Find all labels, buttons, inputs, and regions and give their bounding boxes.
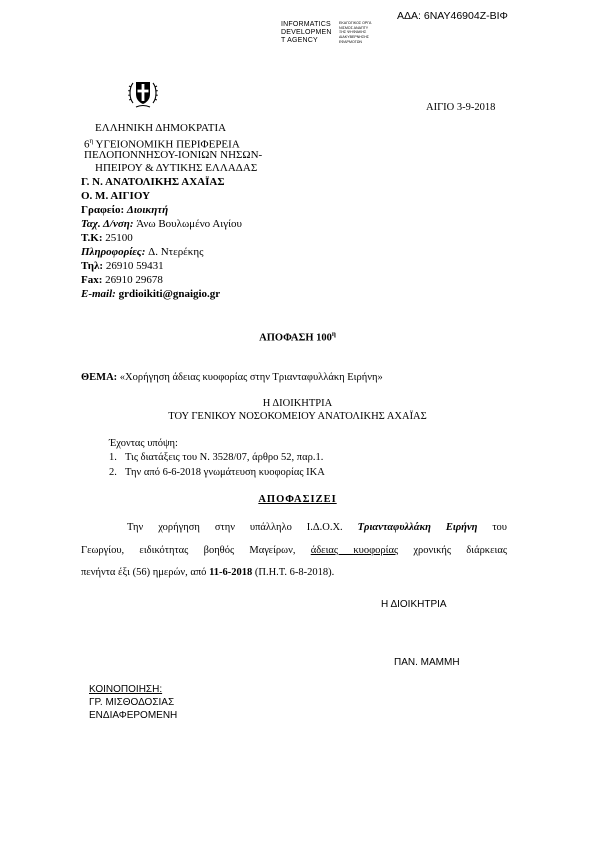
considering-item-number: 2. xyxy=(109,467,117,478)
agency-logo-line: INFORMATICS xyxy=(281,21,331,28)
considering-item-number: 1. xyxy=(109,452,117,463)
signature-name: ΠΑΝ. ΜΑΜΜΗ xyxy=(394,657,460,668)
considering-item xyxy=(109,467,325,478)
body-text: Γεωργίου, ειδικότητας βοηθός Μαγείρων, xyxy=(81,545,311,556)
info-line xyxy=(81,246,203,259)
decision-number xyxy=(0,330,595,344)
office-value: Διοικητή xyxy=(126,204,169,216)
fax-value: 26910 29678 xyxy=(105,274,163,286)
fax-label: Fax: xyxy=(81,274,106,286)
leave-type: άδειας κυοφορίας xyxy=(310,545,399,556)
body-text: του xyxy=(477,522,507,533)
unit-name: Ο. Μ. ΑΙΓΙΟΥ xyxy=(81,190,151,202)
leave-start-date: 11-6-2018 xyxy=(209,567,253,578)
notify-recipient: ΓΡ. ΜΙΣΘΟΔΟΣΙΑΣ xyxy=(89,697,175,708)
phone-value: 26910 59431 xyxy=(105,260,164,272)
hospital-name: Γ. Ν. ΑΝΑΤΟΛΙΚΗΣ ΑΧΑΪΑΣ xyxy=(81,176,225,188)
phone-label: Τηλ: xyxy=(81,260,106,272)
decision-ordinal: η xyxy=(331,330,336,338)
body-line-1 xyxy=(81,522,507,533)
notify-recipient: ΕΝΔΙΑΦΕΡΟΜΕΝΗ xyxy=(89,710,178,721)
email-label: E-mail: xyxy=(81,288,119,300)
postcode-label: Τ.Κ: xyxy=(81,232,106,244)
document-date: ΑΙΓΙΟ 3-9-2018 xyxy=(426,102,496,113)
agency-logo-line: DEVELOPMEN xyxy=(281,29,332,36)
ada-number: ΑΔΑ: 6ΝΑΥ46904Ζ-ΒΙΦ xyxy=(397,10,508,22)
health-region-name: ΥΓΕΙΟΝΟΜΙΚΗ ΠΕΡΙΦΕΡΕΙΑ xyxy=(93,138,240,151)
subject-line xyxy=(81,372,383,383)
decides-heading: ΑΠΟΦΑΣΙΖΕΙ xyxy=(258,494,337,505)
subject-label: ΘΕΜΑ: xyxy=(81,372,118,383)
health-region-ordinal: η xyxy=(89,137,94,145)
agency-logo-small-line: ΞΗΣ ΨΗΦΙΑΚΗΣ xyxy=(339,30,367,35)
info-label: Πληροφορίες: xyxy=(81,246,149,258)
subject-text: «Χορήγηση άδειας κυοφορίας στην Τριανταφυλλάκη Ειρήνη» xyxy=(117,372,383,383)
postcode-value: 25100 xyxy=(105,232,133,244)
considering-item-text: Την από 6-6-2018 γνωμάτευση κυοφορίας ΙΚΑ xyxy=(125,467,325,478)
agency-logo-small xyxy=(339,21,399,45)
agency-logo-small-line: ΕΦΑΡΜΟΓΩΝ xyxy=(339,39,363,44)
address-line xyxy=(81,218,242,231)
info-value: Δ. Ντερέκης xyxy=(148,246,204,258)
body-text: (Π.Η.Τ. 6-8-2018). xyxy=(252,567,335,578)
greek-coat-of-arms-icon xyxy=(127,76,159,110)
agency-logo-small-line: ΔΙΑΚΥΒΕΡΝΗΣΗΣ xyxy=(339,35,370,40)
agency-logo-small-line: ΕΚΑΓΩΓΙΚΟΣ ΟΡΓΑ xyxy=(339,21,372,25)
body-text: πενήντα έξι (56) ημερών, από xyxy=(81,567,210,578)
body-text: χρονικής διάρκειας xyxy=(398,545,507,556)
body-line-2 xyxy=(81,545,507,556)
signature-title: Η ΔΙΟΙΚΗΤΡΙΑ xyxy=(381,599,447,610)
header-line-epirus: ΗΠΕΙΡΟΥ & ΔΥΤΙΚΗΣ ΕΛΛΑΔΑΣ xyxy=(95,162,258,174)
header-line-republic: ΕΛΛΗΝΙΚΗ ΔΗΜΟΚΡΑΤΙΑ xyxy=(95,122,227,134)
address-label: Ταχ. Δ/νση: xyxy=(81,218,137,230)
office-label: Γραφείο: xyxy=(81,204,127,216)
address-value: Άνω Βουλωμένο Αιγίου xyxy=(136,218,242,230)
office-line xyxy=(81,204,168,217)
body-line-3 xyxy=(81,567,334,578)
email-value: grdioikiti@gnaigio.gr xyxy=(118,288,221,300)
notify-label: ΚΟΙΝΟΠΟΙΗΣΗ: xyxy=(89,684,163,695)
postcode-line xyxy=(81,232,133,245)
considering-item-text: Τις διατάξεις του Ν. 3528/07, άρθρο 52, παρ.1. xyxy=(125,452,324,463)
health-region-number: 6 xyxy=(84,138,90,151)
considering-item xyxy=(109,452,323,463)
decision-prefix: ΑΠΟΦΑΣΗ 100 xyxy=(259,332,332,344)
employee-name: Τριανταφυλλάκη Ειρήνη xyxy=(357,522,478,533)
body-text: Την χορήγηση στην υπάλληλο Ι.Δ.Ο.Χ. xyxy=(127,522,358,533)
header-line-peloponnese: ΠΕΛΟΠΟΝΝΗΣΟΥ-ΙΟΝΙΩΝ ΝΗΣΩΝ- xyxy=(84,149,263,161)
phone-line xyxy=(81,260,164,273)
fax-line xyxy=(81,274,163,287)
authority-title: Η ΔΙΟΙΚΗΤΡΙΑ xyxy=(262,398,333,409)
agency-logo-small-line: ΝΙΣΜΟΣ ΑΝΑΠΤΥ xyxy=(339,25,369,30)
email-line xyxy=(81,288,220,301)
agency-logo-line: T AGENCY xyxy=(281,37,318,44)
considering-intro: Έχοντας υπόψη: xyxy=(109,438,178,449)
authority-hospital: ΤΟΥ ΓΕΝΙΚΟΥ ΝΟΣΟΚΟΜΕΙΟΥ ΑΝΑΤΟΛΙΚΗΣ ΑΧΑΪΑΣ xyxy=(168,411,427,422)
